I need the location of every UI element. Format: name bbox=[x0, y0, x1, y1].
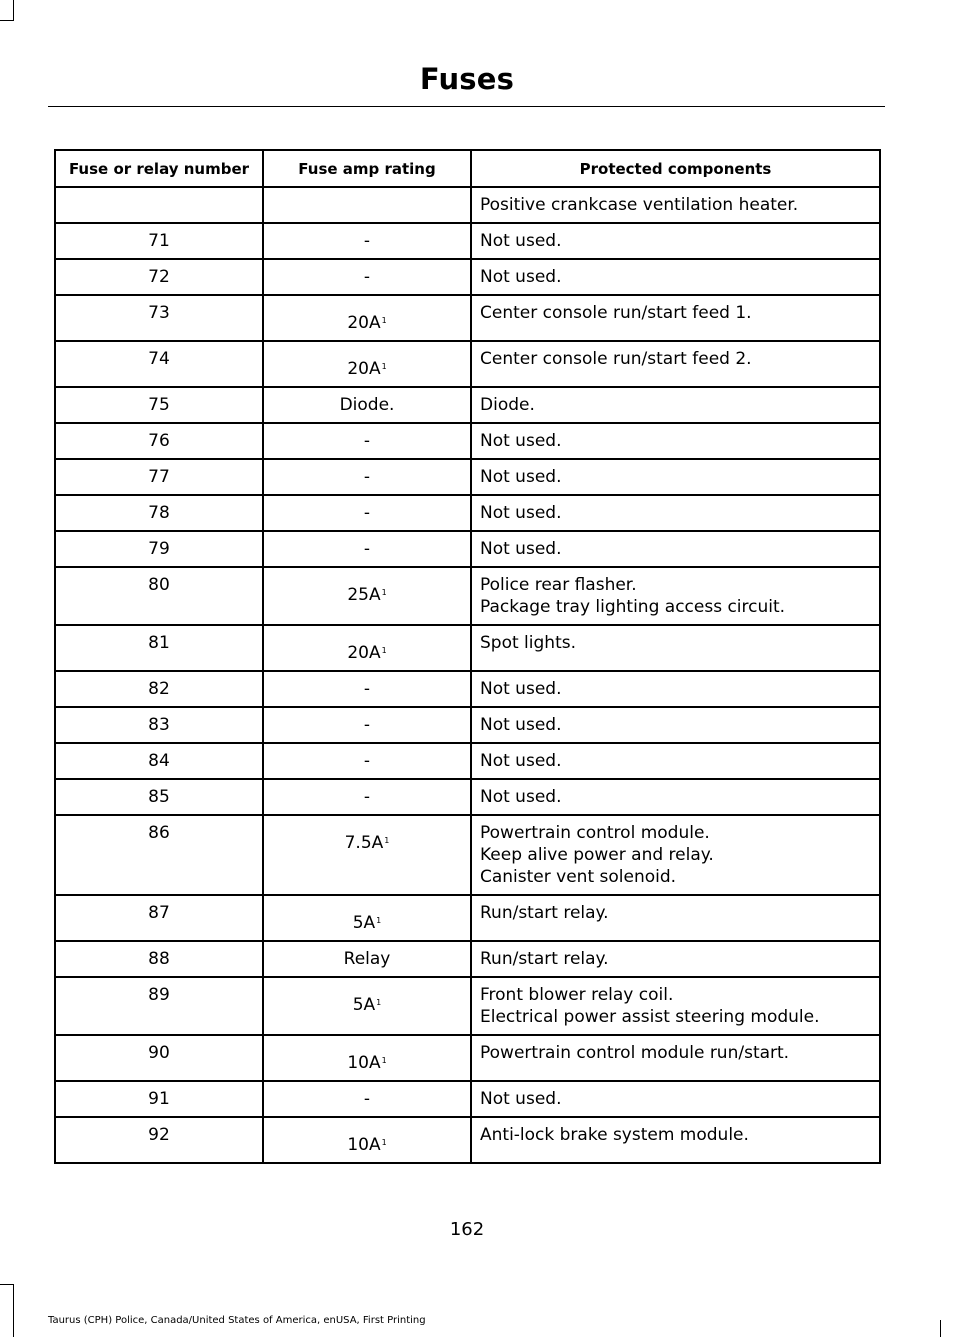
fuse-number-cell: 76 bbox=[55, 423, 263, 459]
protected-components-cell bbox=[471, 977, 880, 1035]
protected-components-cell bbox=[471, 779, 880, 815]
table-row bbox=[55, 779, 880, 815]
amp-rating-cell bbox=[263, 671, 471, 707]
crop-mark-bottom-right-v bbox=[940, 1320, 941, 1337]
protected-component: Not used. bbox=[480, 751, 562, 771]
protected-component: Front blower relay coil. bbox=[480, 985, 674, 1005]
amp-rating-cell bbox=[263, 1117, 471, 1163]
amp-rating-cell bbox=[263, 815, 471, 895]
amp-rating-value: 10A bbox=[347, 1135, 381, 1155]
fuse-number-cell: 80 bbox=[55, 567, 263, 625]
amp-rating bbox=[364, 266, 370, 288]
protected-component: Positive crankcase ventilation heater. bbox=[480, 195, 799, 215]
amp-rating-cell bbox=[263, 295, 471, 341]
amp-rating-cell bbox=[263, 423, 471, 459]
amp-rating bbox=[364, 538, 370, 560]
protected-components-cell bbox=[471, 895, 880, 941]
fuse-number-cell: 82 bbox=[55, 671, 263, 707]
amp-rating-cell bbox=[263, 387, 471, 423]
table-row bbox=[55, 1081, 880, 1117]
fuse-number-cell: 73 bbox=[55, 295, 263, 341]
protected-components-cell bbox=[471, 187, 880, 223]
amp-rating-value: - bbox=[363, 715, 371, 735]
fuse-number-cell bbox=[55, 187, 263, 223]
protected-components-cell bbox=[471, 259, 880, 295]
amp-rating-cell bbox=[263, 895, 471, 941]
amp-rating bbox=[347, 348, 386, 380]
table-row bbox=[55, 743, 880, 779]
protected-components-cell bbox=[471, 459, 880, 495]
amp-rating-value: - bbox=[363, 1089, 371, 1109]
amp-rating-cell bbox=[263, 341, 471, 387]
protected-component: Not used. bbox=[480, 231, 562, 251]
table-row bbox=[55, 895, 880, 941]
amp-rating bbox=[353, 984, 382, 1016]
protected-components-cell bbox=[471, 423, 880, 459]
page-title: Fuses bbox=[419, 62, 515, 96]
protected-component: Powertrain control module. bbox=[480, 823, 710, 843]
table-row bbox=[55, 977, 880, 1035]
crop-mark-top-left-h bbox=[0, 20, 14, 21]
table-row bbox=[55, 671, 880, 707]
amp-rating-cell bbox=[263, 1035, 471, 1081]
amp-rating-cell bbox=[263, 941, 471, 977]
protected-component: Package tray lighting access circuit. bbox=[480, 597, 786, 617]
protected-component: Center console run/start feed 2. bbox=[480, 349, 752, 369]
fuse-number-cell: 90 bbox=[55, 1035, 263, 1081]
amp-rating-value: - bbox=[363, 679, 371, 699]
amp-rating-cell bbox=[263, 495, 471, 531]
amp-rating bbox=[340, 394, 395, 416]
amp-rating-value: 20A bbox=[347, 313, 381, 333]
footnote-marker: 1 bbox=[381, 1138, 387, 1147]
protected-components-cell bbox=[471, 743, 880, 779]
crop-mark-bottom-left-v bbox=[13, 1285, 14, 1337]
amp-rating-cell bbox=[263, 625, 471, 671]
crop-mark-top-left-v bbox=[13, 0, 14, 20]
protected-component: Center console run/start feed 1. bbox=[480, 303, 752, 323]
protected-components-cell bbox=[471, 567, 880, 625]
amp-rating-cell bbox=[263, 531, 471, 567]
table-row bbox=[55, 941, 880, 977]
amp-rating-cell bbox=[263, 459, 471, 495]
table-row bbox=[55, 387, 880, 423]
table-row bbox=[55, 223, 880, 259]
amp-rating-value: 20A bbox=[347, 643, 381, 663]
amp-rating-value: 5A bbox=[352, 913, 376, 933]
fuse-number-cell: 75 bbox=[55, 387, 263, 423]
fuse-number-cell: 92 bbox=[55, 1117, 263, 1163]
protected-components-cell bbox=[471, 295, 880, 341]
amp-rating bbox=[347, 1124, 386, 1156]
amp-rating bbox=[347, 574, 386, 606]
fuse-number-cell: 81 bbox=[55, 625, 263, 671]
protected-component: Police rear flasher. bbox=[480, 575, 637, 595]
protected-components-cell bbox=[471, 1035, 880, 1081]
crop-mark-bottom-left-h bbox=[0, 1284, 14, 1285]
protected-component: Run/start relay. bbox=[480, 949, 609, 969]
fuse-number-cell: 91 bbox=[55, 1081, 263, 1117]
amp-rating bbox=[364, 678, 370, 700]
amp-rating-value: - bbox=[363, 503, 371, 523]
protected-component: Not used. bbox=[480, 467, 562, 487]
protected-components-cell bbox=[471, 671, 880, 707]
fuse-number-cell: 87 bbox=[55, 895, 263, 941]
fuse-number-cell: 88 bbox=[55, 941, 263, 977]
amp-rating-value: 25A bbox=[347, 585, 381, 605]
publication-footer: Taurus (CPH) Police, Canada/United States of America, enUSA, First Printing bbox=[48, 1315, 426, 1326]
title-divider bbox=[48, 106, 885, 107]
footnote-marker: 1 bbox=[376, 916, 382, 925]
protected-component: Canister vent solenoid. bbox=[480, 867, 677, 887]
fuse-number-cell: 74 bbox=[55, 341, 263, 387]
fuse-table-body bbox=[55, 187, 880, 1163]
amp-rating-cell bbox=[263, 223, 471, 259]
amp-rating bbox=[353, 902, 382, 934]
fuse-number-cell: 72 bbox=[55, 259, 263, 295]
amp-rating-cell bbox=[263, 779, 471, 815]
table-row bbox=[55, 815, 880, 895]
table-row bbox=[55, 423, 880, 459]
amp-rating-value: - bbox=[363, 467, 371, 487]
footnote-marker: 1 bbox=[381, 316, 387, 325]
protected-components-cell bbox=[471, 531, 880, 567]
amp-rating bbox=[364, 466, 370, 488]
amp-rating-value: Diode. bbox=[339, 395, 395, 415]
header-protected-components: Protected components bbox=[471, 150, 880, 187]
fuse-number-cell: 83 bbox=[55, 707, 263, 743]
amp-rating bbox=[364, 502, 370, 524]
protected-component: Not used. bbox=[480, 787, 562, 807]
amp-rating-cell bbox=[263, 743, 471, 779]
amp-rating-value: 20A bbox=[347, 359, 381, 379]
header-amp-rating: Fuse amp rating bbox=[263, 150, 471, 187]
protected-components-cell bbox=[471, 495, 880, 531]
protected-component: Powertrain control module run/start. bbox=[480, 1043, 790, 1063]
protected-components-cell bbox=[471, 1117, 880, 1163]
protected-component: Not used. bbox=[480, 539, 562, 559]
amp-rating bbox=[364, 750, 370, 772]
amp-rating-value: - bbox=[363, 787, 371, 807]
amp-rating bbox=[364, 714, 370, 736]
amp-rating-value: - bbox=[363, 231, 371, 251]
amp-rating bbox=[364, 786, 370, 808]
amp-rating-value: 5A bbox=[352, 995, 376, 1015]
table-row bbox=[55, 531, 880, 567]
fuse-number-cell: 79 bbox=[55, 531, 263, 567]
footnote-marker: 1 bbox=[384, 836, 390, 845]
protected-components-cell bbox=[471, 387, 880, 423]
amp-rating-cell bbox=[263, 707, 471, 743]
amp-rating-value: - bbox=[363, 751, 371, 771]
footnote-marker: 1 bbox=[381, 1056, 387, 1065]
amp-rating-value: - bbox=[363, 267, 371, 287]
protected-component: Not used. bbox=[480, 1089, 562, 1109]
protected-components-cell bbox=[471, 707, 880, 743]
fuse-number-cell: 77 bbox=[55, 459, 263, 495]
table-row bbox=[55, 495, 880, 531]
protected-component: Keep alive power and relay. bbox=[480, 845, 714, 865]
protected-component: Electrical power assist steering module. bbox=[480, 1007, 820, 1027]
amp-rating-cell bbox=[263, 187, 471, 223]
protected-components-cell bbox=[471, 1081, 880, 1117]
amp-rating bbox=[345, 822, 390, 854]
table-header-row bbox=[55, 150, 880, 187]
fuse-number-cell: 78 bbox=[55, 495, 263, 531]
table-row bbox=[55, 625, 880, 671]
footnote-marker: 1 bbox=[381, 588, 387, 597]
table-row bbox=[55, 567, 880, 625]
amp-rating-value: - bbox=[363, 539, 371, 559]
fuse-number-cell: 85 bbox=[55, 779, 263, 815]
fuse-number-cell: 71 bbox=[55, 223, 263, 259]
amp-rating-cell bbox=[263, 977, 471, 1035]
amp-rating bbox=[364, 1088, 370, 1110]
amp-rating bbox=[347, 632, 386, 664]
protected-component: Run/start relay. bbox=[480, 903, 609, 923]
fuse-table bbox=[54, 149, 881, 1164]
amp-rating-cell bbox=[263, 1081, 471, 1117]
header-fuse-number: Fuse or relay number bbox=[55, 150, 263, 187]
table-row bbox=[55, 341, 880, 387]
footnote-marker: 1 bbox=[376, 998, 382, 1007]
amp-rating bbox=[347, 302, 386, 334]
protected-component: Not used. bbox=[480, 431, 562, 451]
fuse-number-cell: 84 bbox=[55, 743, 263, 779]
protected-components-cell bbox=[471, 223, 880, 259]
page-number: 162 bbox=[449, 1219, 485, 1240]
amp-rating bbox=[364, 430, 370, 452]
table-row bbox=[55, 1117, 880, 1163]
protected-component: Not used. bbox=[480, 267, 562, 287]
protected-component: Not used. bbox=[480, 503, 562, 523]
table-row bbox=[55, 295, 880, 341]
amp-rating-value: 10A bbox=[347, 1053, 381, 1073]
table-row bbox=[55, 259, 880, 295]
footnote-marker: 1 bbox=[381, 362, 387, 371]
protected-component: Spot lights. bbox=[480, 633, 576, 653]
protected-components-cell bbox=[471, 341, 880, 387]
footnote-marker: 1 bbox=[381, 646, 387, 655]
protected-component: Anti-lock brake system module. bbox=[480, 1125, 749, 1145]
protected-component: Not used. bbox=[480, 679, 562, 699]
protected-components-cell bbox=[471, 941, 880, 977]
amp-rating bbox=[344, 948, 391, 970]
fuse-number-cell: 89 bbox=[55, 977, 263, 1035]
amp-rating-value: - bbox=[363, 431, 371, 451]
amp-rating-value: 7.5A bbox=[344, 833, 384, 853]
amp-rating-cell bbox=[263, 259, 471, 295]
protected-components-cell bbox=[471, 815, 880, 895]
amp-rating bbox=[347, 1042, 386, 1074]
table-row bbox=[55, 459, 880, 495]
protected-components-cell bbox=[471, 625, 880, 671]
table-row bbox=[55, 187, 880, 223]
table-row bbox=[55, 1035, 880, 1081]
table-row bbox=[55, 707, 880, 743]
amp-rating-cell bbox=[263, 567, 471, 625]
protected-component: Not used. bbox=[480, 715, 562, 735]
amp-rating bbox=[364, 230, 370, 252]
amp-rating-value: Relay bbox=[343, 949, 391, 969]
fuse-number-cell: 86 bbox=[55, 815, 263, 895]
protected-component: Diode. bbox=[480, 395, 535, 415]
